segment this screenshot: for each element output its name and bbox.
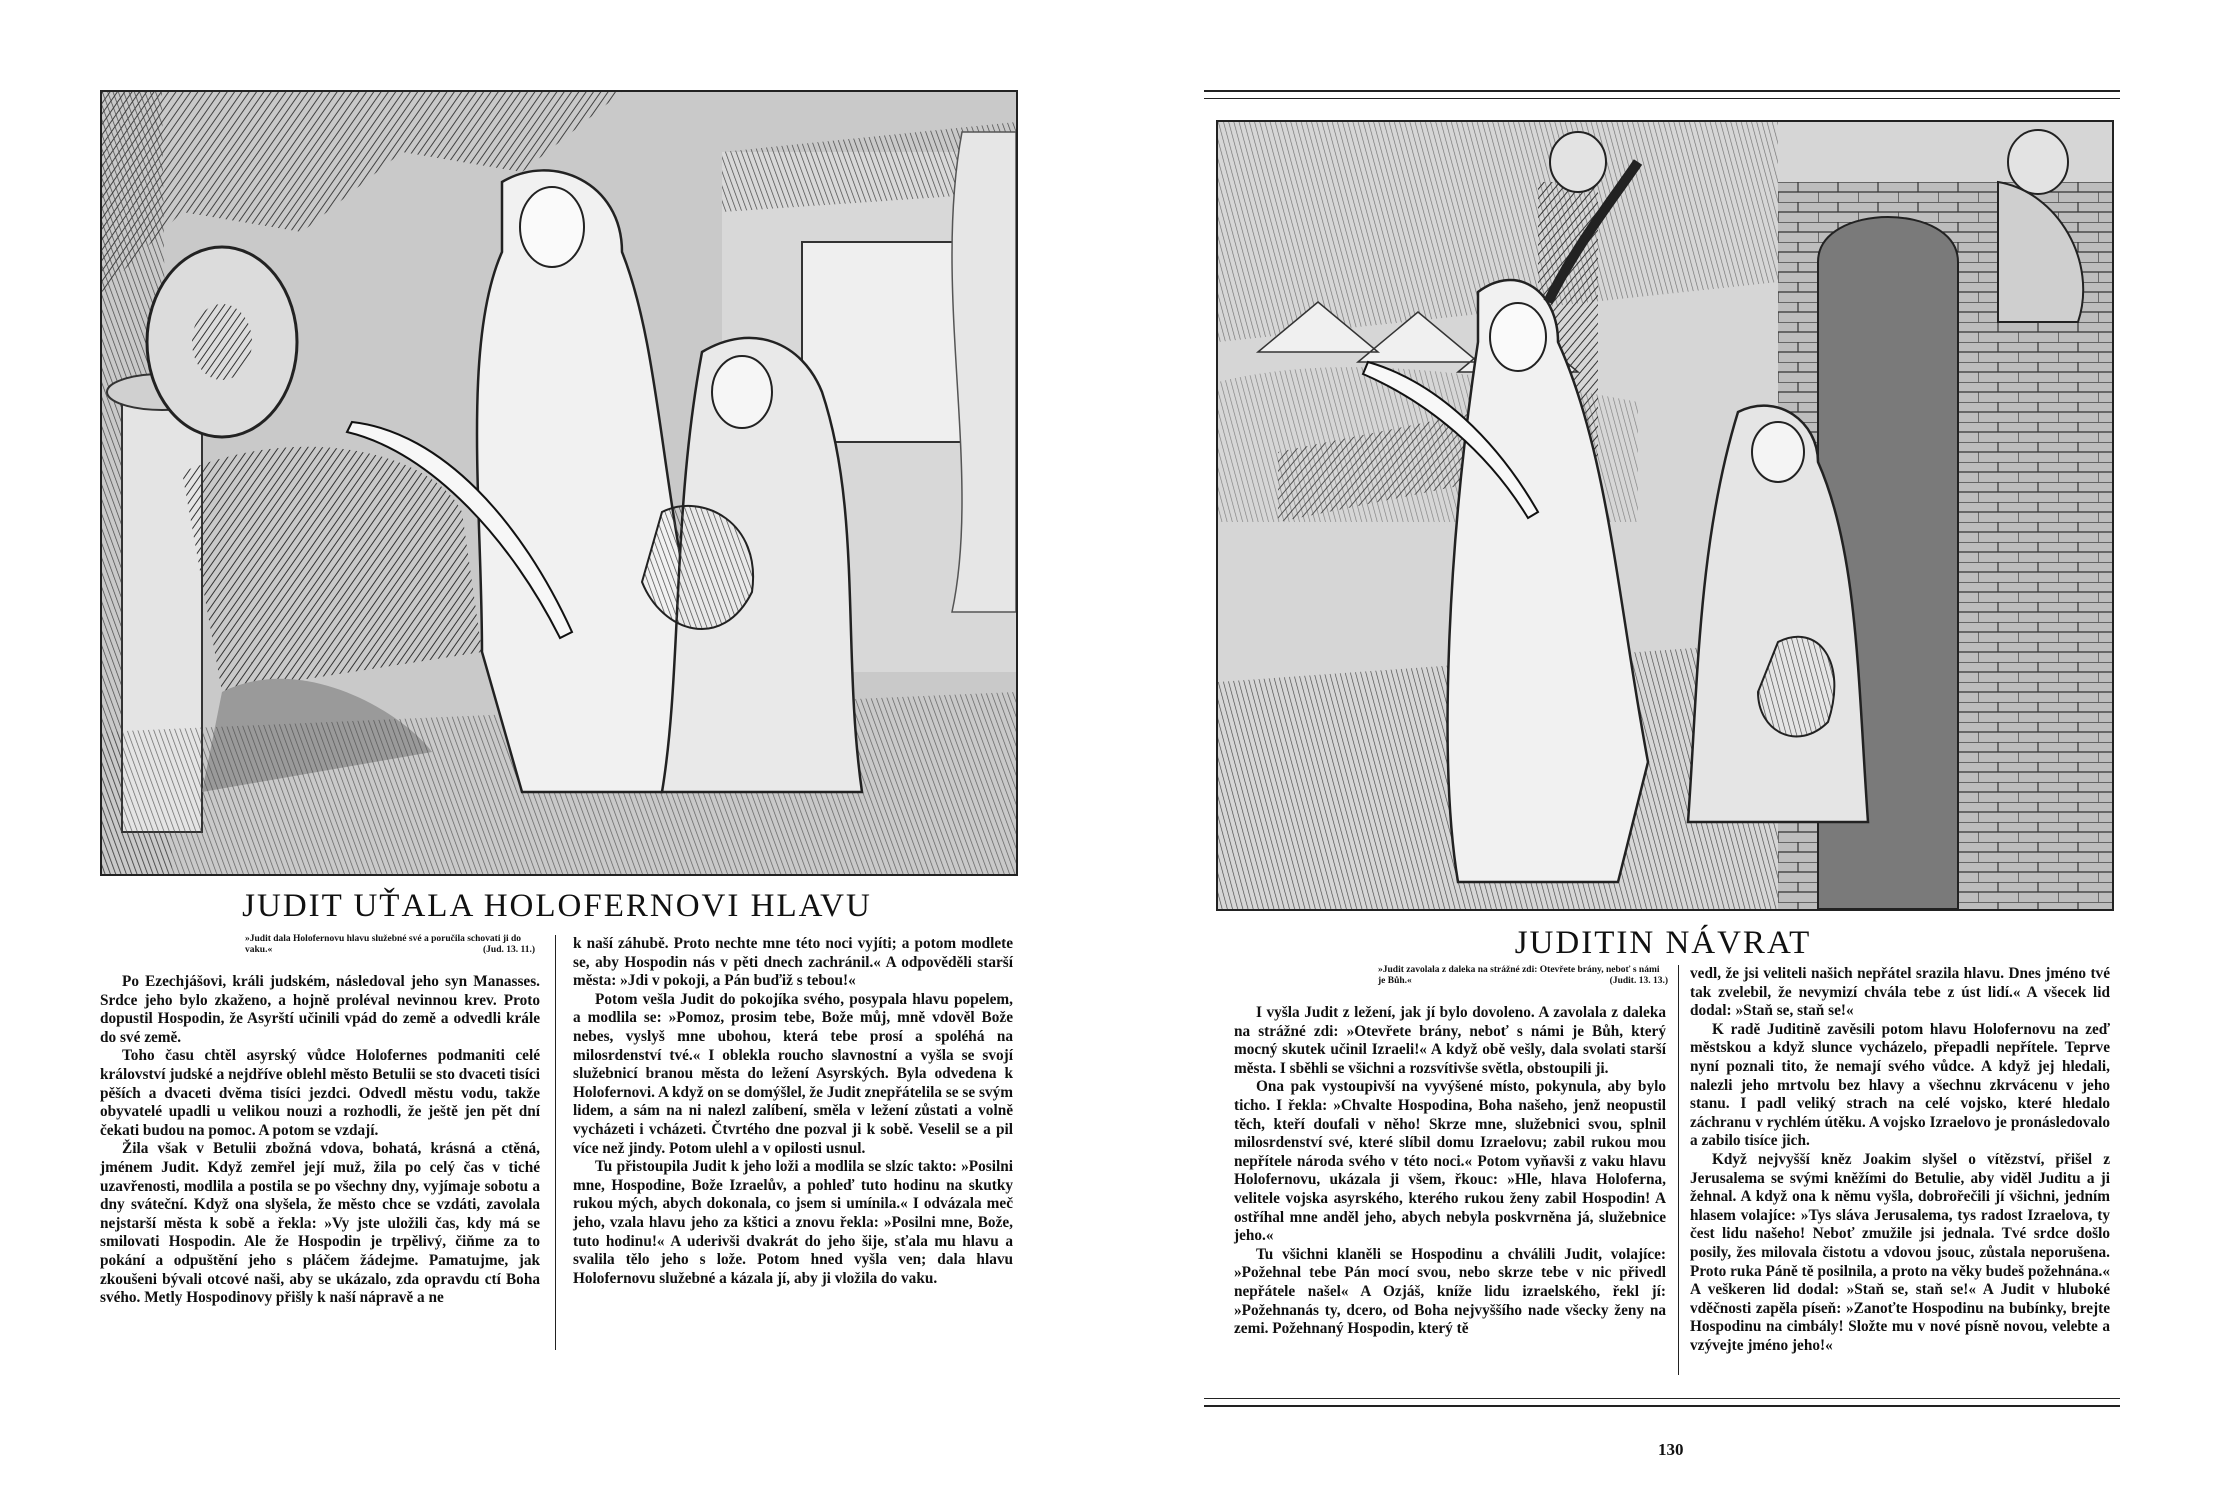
top-rule-thin	[1204, 98, 2120, 99]
text-column-2	[573, 935, 1013, 1288]
column-divider	[555, 935, 556, 1350]
verse-citation: (Jud. 13. 11.)	[483, 945, 535, 955]
right-page	[1108, 0, 2216, 1500]
engraving-judith-beheading	[100, 90, 1018, 876]
paragraph: Žila však v Betulii zbožná vdova, bohatá, krásná a ctěná, jménem Judit. Když zemřel její muž, žila po celý čas v tiché uzavřenosti, modlila a postila se po všechny dny, vyjímaje sobotu a dny sváteční. Když ona slyšela, že město chce se vzdáti, zavolala nejstarší města k sobě a řekla: »Vy jste uložili čas, kdy má se smilovati Hospodin. Ale že Hospodin je trpělivý, čiňme za to pokání a odpuštění jeho s pláčem žádejme. Pamatujme, jak zkoušeni bývali otcové naši, aby se ukázalo, zda opravdu ctí Boha svého. Metly Hospodinovy přišly k naší nápravě a ne	[100, 1140, 540, 1307]
paragraph: Tu přistoupila Judit k jeho loži a modlila se slzíc taktо: »Posilni mne, Hospodine, Bože Izraelův, a pohleď tuto hodinu na skutky rukou mých, abych dokonala, co jsem si umínila.« I odvázala meč jeho, vzala hlavu jeho za kštici a znovu řekla: »Posilni mne, Bože, tuto hodinu!« A uderivši dvakrát do jeho šije, sťala mu hlavu a svalila tělo jeho s lože. Potom hned vyšla ven; dala hlavu Holofernovu služebné a kázala jí, aby ji vložila do vaku.	[573, 1158, 1013, 1287]
paragraph: Toho času chtěl asyrský vůdce Holofernes podmaniti celé království judské a nejdříve oblehl město Betulii se sto dvaceti tisíci pěších a dvaceti dvěma tisíci jezdci. Odvedl městu vodu, takže obyvatelé upadli u velikou nouzi a rozhodli, že ještě jen pět dní čekati budou na pomoc. A potom se vzdají.	[100, 1047, 540, 1139]
paragraph: Ona pak vystoupivší na vyvýšené místo, pokynula, aby bylo ticho. I řekla: »Chvalte Hospodina, Boha našeho, jenž neopustil těch, kteří doufali v něho! Skrze mne, služebnici svou, splnil milosrdenství své, které slíbil domu Izraelovu; zabil rukou mou nepřítele národa svého v této noci.« Potom vyňavši z vaku hlavu Holofernovu, ukázala ji všem, řkouc: »Hle, hlava Holoferna, velitele vojska asyrského, kterého rukou ženy zabil Hospodin! A ostříhal mne anděl jeho, abych nebyla poskvrněna já, služebnice jeho.«	[1234, 1078, 1666, 1245]
verse-quote: »Judit dala Holofernovu hlavu služebné své a poručila schovati ji do vaku.«	[245, 934, 522, 955]
text-column-2	[1690, 965, 2110, 1355]
verse-reference	[245, 934, 535, 956]
paragraph: I vyšla Judit z ležení, jak jí bylo dovoleno. A zavolala z daleka na strážné zdi: »Otevřete brány, neboť s námi je Bůh, který mocný skutek učinil Izraeli!« A když obě vešly, dala svolati starší města. I sběhli se všichni a rozsvítivše světla, obstoupili ji.	[1234, 1004, 1666, 1077]
engraving-judith-return	[1216, 120, 2114, 911]
engraving-judith-return-art	[1218, 122, 2112, 909]
page-title: JUDITIN NÁVRAT	[1514, 925, 1812, 961]
paragraph: vedl, že jsi veliteli našich nepřátel srazila hlavu. Dnes jméno tvé tak zvelebil, že nevymizí chvála tebe z úst lidí.« A všecek lid dodal: »Staň se, staň se!«	[1690, 965, 2110, 1020]
paragraph: Po Ezechjášovi, králi judském, následoval jeho syn Manasses. Srdce jeho bylo zkaženo, a hojně proléval nevinnou krev. Proto dopustil Hospodin, že Asyrští učinili vpád do země a odvedli krále do své země.	[100, 973, 540, 1046]
verse-citation: (Judit. 13. 13.)	[1609, 976, 1668, 986]
verse-quote: »Judit zavolala z daleka na strážné zdi: Otevřete brány, neboť s námi je Bůh.«	[1378, 965, 1660, 986]
engraving-judith-beheading-art	[102, 92, 1016, 874]
paragraph: K radě Juditině zavěsili potom hlavu Holofernovu na zeď městskou a když slunce vycházelo, přepadli nepřítele. Teprve nyní poznali tito, že nemají svého vůdce. A když jej hledali, nalezli jeho mrtvolu bez hlavy a všechnu zkrvácenu v jeho stanu. I padl veliký strach na celé vojsko, které hledalo záchranu v rychlém útěku. A vojsko Izraelovo je pronásledovalo a zabilo tisíce jich.	[1690, 1020, 2110, 1150]
text-column-1	[1234, 1004, 1666, 1339]
text-column-1	[100, 973, 540, 1308]
bottom-rule	[1204, 1405, 2120, 1407]
top-rule	[1204, 90, 2120, 92]
page-number: 130	[1658, 1440, 1684, 1459]
paragraph: Tu všichni klaněli se Hospodinu a chválili Judit, volajíce: »Požehnal tebe Pán mocí svou, nebo skrze tebe v nic přivedl nepřátele našel« A Ozjáš, kníže lidu izraelského, řekl jí: »Požehnanás ty, dcero, od Boha nejvyššího nade všecky ženy na zemi. Požehnaný Hospodin, který tě	[1234, 1245, 1666, 1338]
paragraph: k naší záhubě. Proto nechte mne této noci vyjíti; a potom modlete se, aby Hospodin nás v pěti dnech zachránil.« A odpověděli starší města: »Jdi v pokoji, a Pán buďiž s tebou!«	[573, 935, 1013, 990]
bottom-rule-thin	[1204, 1398, 2120, 1399]
paragraph: Když nejvyšší kněz Joakim slyšel o vítězství, přišel z Jerusalema se svými kněžími do Betulie, aby viděl Juditu a ji žehnal. A když ona k němu vyšla, dobrořečili jí všichni, jedním hlasem volajíce: »Tys sláva Jerusalema, tys radost Izraelova, ty čest lidu našeho! Neboť zmužile jsi jednala. Tvé srdce došlo posily, žes milovala čistotu a vdovou jsouc, zůstala neporušena. Proto ruka Páně tě posilnila, a proto na věky budeš požehnána.« A veškeren lid dodal: »Staň se, staň se!« A Judit v hluboké vděčnosti zapěla píseň: »Zanoťte Hospodinu na bubínky, brejte Hospodinu na cimbály! Složte mu v nové písně novou, velebte a vzývejte jméno jeho!«	[1690, 1150, 2110, 1354]
paragraph: Potom vešla Judit do pokojíka svého, posypala hlavu popelem, a modlila se: »Pomoz, prosim tebe, Bože můj, mně vdověl Bože nebes, vyslyš mne ubohou, která tebe prosí a spoléhá na milosrdenství tvé.« I oblekla roucho slavnostní a vyšla se svojí služebnicí branou města do ležení Asyrských. Byla odvedena k Holofernovi. A když on se domýšlel, že Judit znepřátelila se se svým lidem, a sám na ni nalezl zalíbení, směla v ležení zůstati a volně vycházeti i vcházeti. Čtvrtého dne pozval ji k sobě. Veselil se a pil více než jindy. Potom ulehl a v opilosti usnul.	[573, 990, 1013, 1157]
page-title: JUDIT UŤALA HOLOFERNOVI HLAVU	[242, 888, 872, 924]
column-divider	[1678, 965, 1679, 1375]
verse-reference	[1378, 965, 1668, 987]
